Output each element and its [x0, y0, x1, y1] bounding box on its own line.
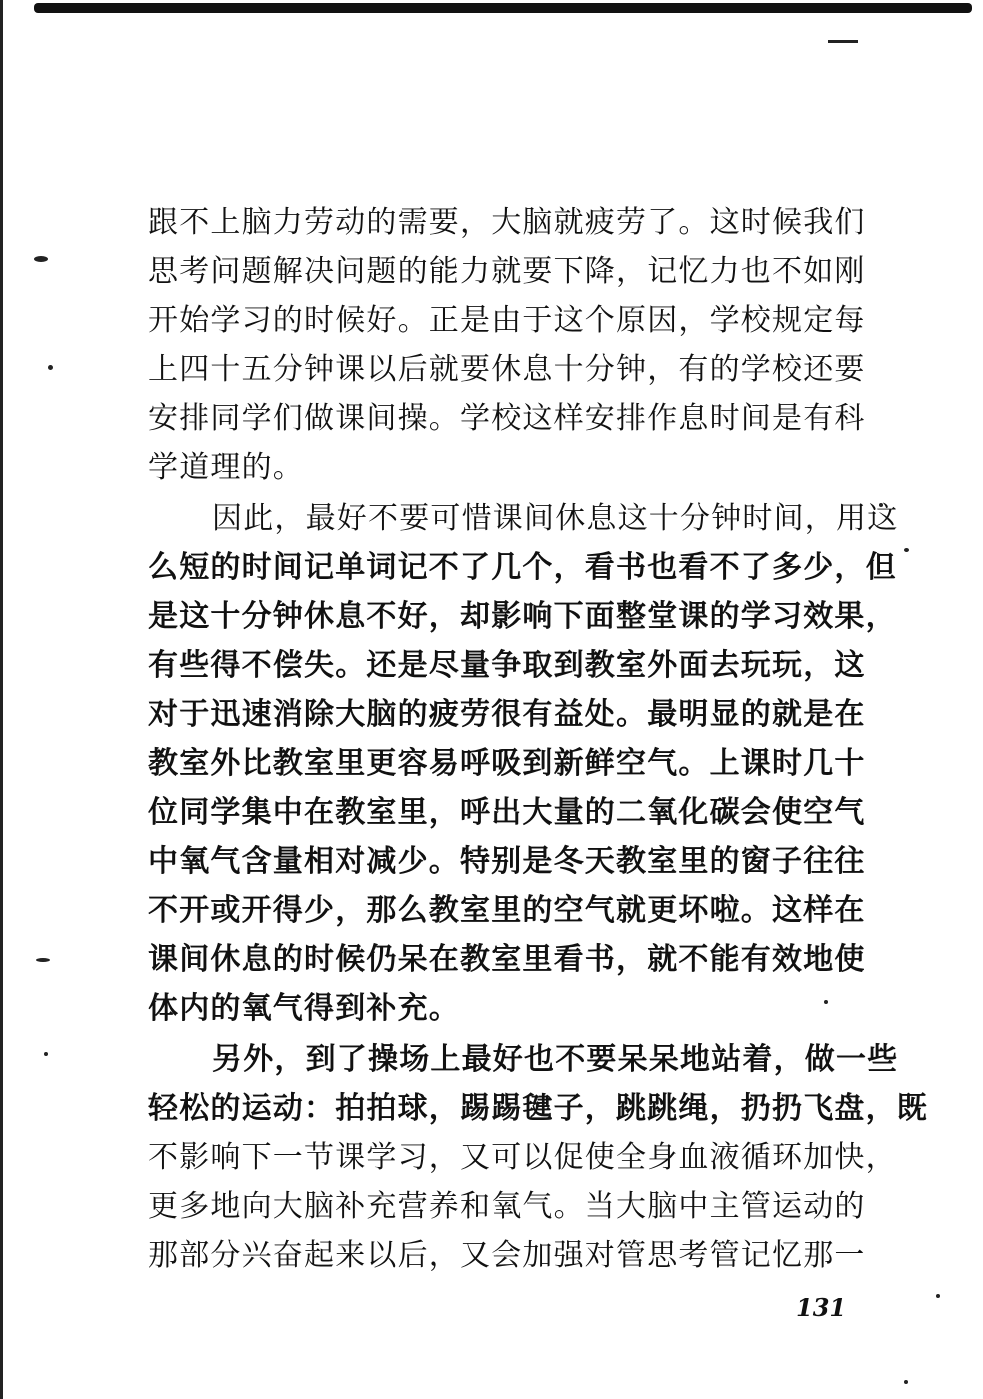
text-line: 另外，到了操场上最好也不要呆呆地站着，做一些	[212, 1042, 899, 1077]
text-line: 位同学集中在教室里，呼出大量的二氧化碳会使空气	[148, 795, 866, 830]
scan-speck	[34, 256, 48, 262]
paragraph-1	[148, 198, 868, 492]
text-line: 有些得不偿失。还是尽量争取到教室外面去玩玩，这	[148, 648, 866, 683]
scan-speck	[936, 1294, 940, 1298]
text-line: 课间休息的时候仍呆在教室里看书，就不能有效地使	[148, 942, 866, 977]
scan-speck	[44, 1052, 48, 1056]
text-line: 中氧气含量相对减少。特别是冬天教室里的窗子往往	[148, 844, 866, 879]
paragraph-2	[148, 494, 899, 1033]
text-line: 教室外比教室里更容易呼吸到新鲜空气。上课时几十	[148, 746, 866, 781]
scan-speck	[904, 1380, 908, 1384]
text-line: 是这十分钟休息不好，却影响下面整堂课的学习效果，	[148, 599, 897, 634]
text-line: 轻松的运动：拍拍球，踢踢毽子，跳跳绳，扔扔飞盘，既	[148, 1091, 928, 1126]
scan-speck	[48, 365, 53, 370]
text-line: 么短的时间记单词记不了几个，看书也看不了多少，但	[148, 550, 897, 585]
page-number: 131	[796, 1293, 847, 1322]
text-line: 跟不上脑力劳动的需要，大脑就疲劳了。这时候我们	[148, 205, 866, 240]
text-line: 学道理的。	[148, 450, 304, 485]
top-rule	[34, 3, 972, 13]
page-left-edge	[0, 0, 3, 1399]
text-line: 上四十五分钟课以后就要休息十分钟，有的学校还要	[148, 352, 866, 387]
text-line: 安排同学们做课间操。学校这样安排作息时间是有科	[148, 401, 866, 436]
text-line: 对于迅速消除大脑的疲劳很有益处。最明显的就是在	[148, 697, 866, 732]
text-line: 思考问题解决问题的能力就要下降，记忆力也不如刚	[148, 254, 866, 289]
text-line: 体内的氧气得到补充。	[148, 991, 460, 1026]
body-text	[148, 198, 928, 1280]
text-line: 不影响下一节课学习，又可以促使全身血液循环加快，	[148, 1140, 897, 1175]
corner-mark	[828, 40, 858, 43]
text-line: 那部分兴奋起来以后，又会加强对管思考管记忆那一	[148, 1238, 866, 1273]
text-line: 更多地向大脑补充营养和氧气。当大脑中主管运动的	[148, 1189, 866, 1224]
text-line: 因此，最好不要可惜课间休息这十分钟时间，用这	[212, 501, 899, 536]
text-line: 不开或开得少，那么教室里的空气就更坏啦。这样在	[148, 893, 866, 928]
paragraph-3	[148, 1035, 928, 1280]
scan-speck	[904, 548, 909, 552]
scan-speck	[36, 958, 50, 962]
text-line: 开始学习的时候好。正是由于这个原因，学校规定每	[148, 303, 866, 338]
